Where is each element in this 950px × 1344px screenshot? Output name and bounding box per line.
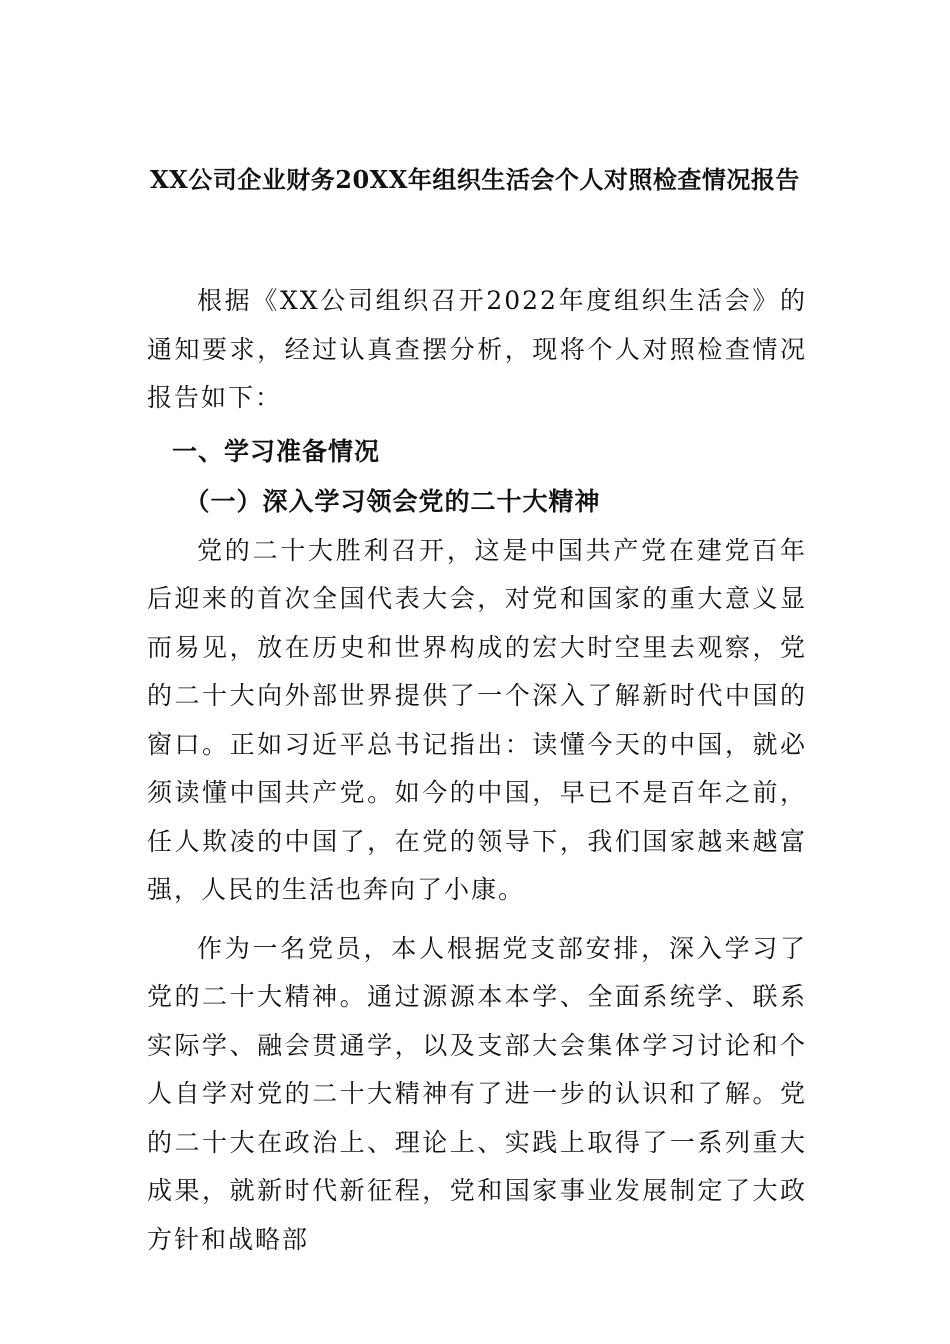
section-heading-1: 一、学习准备情况 xyxy=(172,436,381,466)
body-paragraph-1: 党的二十大胜利召开，这是中国共产党在建党百年后迎来的首次全国代表大会，对党和国家的重大意义显而易见，放在历史和世界构成的宏大时空里去观察，党的二十大向外部世界提供了一个深入了解新时代中国的窗口。正如习近平总书记指出：读懂今天的中国，就必须读懂中国共产党。如今的中国，早已不是百年之前，任人欺凌的中国了，在党的领导下，我们国家越来越富强，人民的生活也奔向了小康。 xyxy=(147,535,807,904)
intro-paragraph: 根据《XX公司组织召开2022年度组织生活会》的通知要求，经过认真查摆分析，现将个人对照检查情况报告如下： xyxy=(147,286,807,412)
body-paragraph-2: 作为一名党员，本人根据党支部安排，深入学习了党的二十大精神。通过源源本本学、全面系统学、联系实际学、融会贯通学，以及支部大会集体学习讨论和个人自学对党的二十大精神有了进一步的认识和了解。党的二十大在政治上、理论上、实践上取得了一系列重大成果，就新时代新征程，党和国家事业发展制定了大政方针和战略部 xyxy=(147,933,807,1254)
document-body xyxy=(147,277,807,1264)
document-title: XX公司企业财务20XX年组织生活会个人对照检查情况报告 xyxy=(150,165,800,194)
subsection-heading-1: （一）深入学习领会党的二十大精神 xyxy=(184,486,601,516)
